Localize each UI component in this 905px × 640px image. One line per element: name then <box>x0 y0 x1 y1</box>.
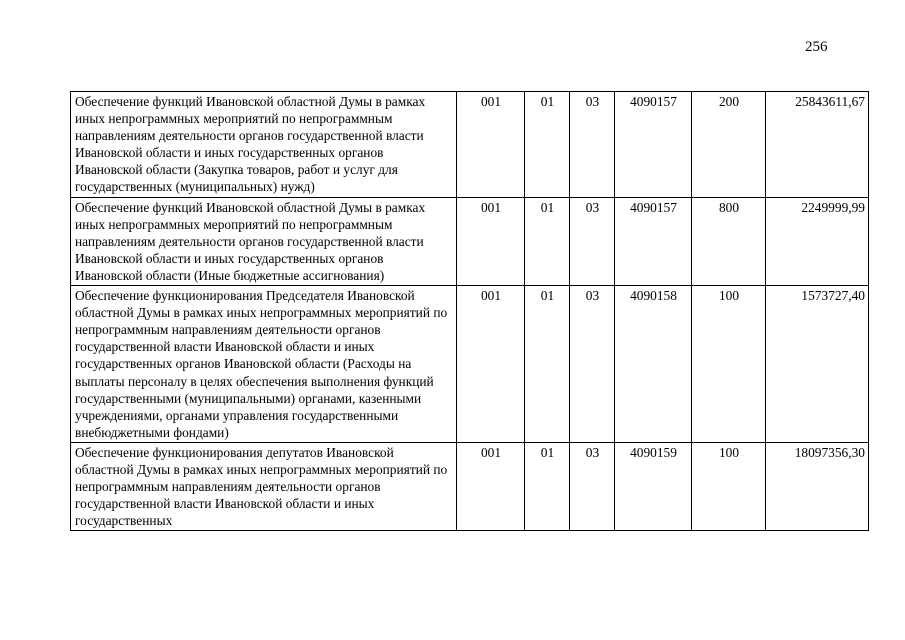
ministry-code: 001 <box>457 197 525 285</box>
amount: 18097356,30 <box>766 442 869 530</box>
page-number: 256 <box>805 39 828 55</box>
section-code: 01 <box>525 92 570 198</box>
subsection-code: 03 <box>570 197 615 285</box>
ministry-code: 001 <box>457 442 525 530</box>
target-article-code: 4090158 <box>615 286 692 443</box>
table-row <box>71 197 869 285</box>
row-description: Обеспечение функционирования Председателя Ивановской областной Думы в рамках иных непрограммных мероприятий по непрограммным направлениям деятельности органов государственной власти Ивановской области и иных государственных органов Ивановской области (Расходы на выплаты персоналу в целях обеспечения выполнения функций государственными (муниципальными) органами, казенными учреждениями, органами управления государственными внебюджетными фондами) <box>71 286 457 443</box>
expense-type-code: 100 <box>692 286 766 443</box>
section-code: 01 <box>525 197 570 285</box>
row-description: Обеспечение функций Ивановской областной Думы в рамках иных непрограммных мероприятий по непрограммным направлениям деятельности органов государственной власти Ивановской области и иных государственных органов Ивановской области (Иные бюджетные ассигнования) <box>71 197 457 285</box>
budget-table <box>70 91 869 531</box>
ministry-code: 001 <box>457 286 525 443</box>
subsection-code: 03 <box>570 286 615 443</box>
target-article-code: 4090157 <box>615 197 692 285</box>
section-code: 01 <box>525 286 570 443</box>
table-row <box>71 92 869 198</box>
ministry-code: 001 <box>457 92 525 198</box>
target-article-code: 4090159 <box>615 442 692 530</box>
table-row <box>71 442 869 530</box>
target-article-code: 4090157 <box>615 92 692 198</box>
amount: 2249999,99 <box>766 197 869 285</box>
row-description: Обеспечение функций Ивановской областной Думы в рамках иных непрограммных мероприятий по непрограммным направлениям деятельности органов государственной власти Ивановской области и иных государственных органов Ивановской области (Закупка товаров, работ и услуг для государственных (муниципальных) нужд) <box>71 92 457 198</box>
amount: 25843611,67 <box>766 92 869 198</box>
section-code: 01 <box>525 442 570 530</box>
table-row <box>71 286 869 443</box>
subsection-code: 03 <box>570 442 615 530</box>
amount: 1573727,40 <box>766 286 869 443</box>
expense-type-code: 800 <box>692 197 766 285</box>
expense-type-code: 200 <box>692 92 766 198</box>
expense-type-code: 100 <box>692 442 766 530</box>
row-description: Обеспечение функционирования депутатов Ивановской областной Думы в рамках иных непрограммных мероприятий по непрограммным направлениям деятельности органов государственной власти Ивановской области и иных государственных <box>71 442 457 530</box>
subsection-code: 03 <box>570 92 615 198</box>
